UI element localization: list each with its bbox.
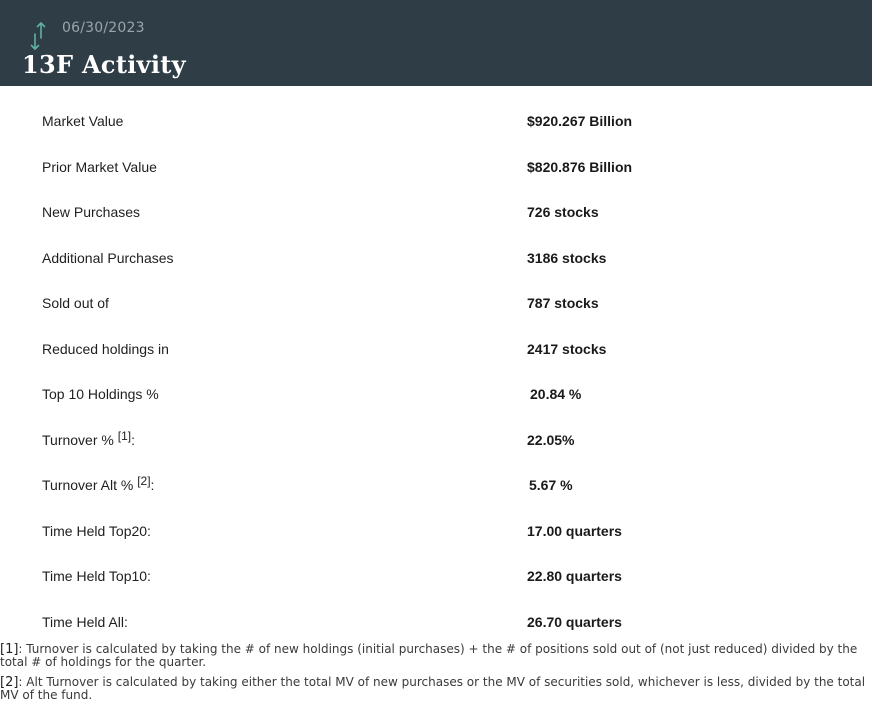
stat-label-time-held-all: Time Held All: <box>42 613 128 630</box>
stat-row <box>0 282 872 328</box>
stat-row <box>0 373 872 419</box>
stat-value-prior-market-value: $820.876 Billion <box>527 158 633 175</box>
stat-label-sold-out-of: Sold out of <box>42 295 109 311</box>
stat-label-additional-purchases: Additional Purchases <box>42 249 174 266</box>
stat-value-additional-purchases: 3186 stocks <box>527 249 607 266</box>
stat-row <box>0 419 872 465</box>
stat-label-top10-holdings: Top 10 Holdings % <box>42 386 159 402</box>
stat-row <box>0 555 872 601</box>
stat-value-new-purchases: 726 stocks <box>527 204 599 220</box>
stat-label-time-held-top20: Time Held Top20: <box>42 522 151 539</box>
stat-row <box>0 191 872 237</box>
stat-value-top10-holdings: 20.84 % <box>530 386 582 402</box>
report-date: 06/30/2023 <box>62 20 145 36</box>
header-bar <box>0 0 872 86</box>
footnote-ref-2: [2] <box>137 474 151 488</box>
stat-value-sold-out-of: 787 stocks <box>527 295 599 311</box>
stat-row <box>0 237 872 283</box>
stat-label-time-held-top10: Time Held Top10: <box>42 568 151 584</box>
stat-label-reduced-holdings: Reduced holdings in <box>42 340 169 357</box>
activity-table <box>0 100 872 646</box>
stat-value-turnover-alt: 5.67 % <box>529 477 573 493</box>
stat-value-market-value: $920.267 Billion <box>527 113 633 129</box>
stat-row <box>0 510 872 556</box>
footnotes <box>0 643 872 709</box>
stat-value-turnover: 22.05% <box>527 431 575 448</box>
stat-value-time-held-top20: 17.00 quarters <box>527 522 622 539</box>
stat-label-prior-market-value: Prior Market Value <box>42 158 157 175</box>
stat-row <box>0 100 872 146</box>
up-down-arrows-icon <box>28 20 48 52</box>
page-title: 13F Activity <box>22 50 186 79</box>
stat-row <box>0 464 872 510</box>
stat-row <box>0 601 872 647</box>
footnote-ref-1: [1] <box>117 428 132 443</box>
stat-value-time-held-top10: 22.80 quarters <box>527 568 622 584</box>
footnote-1: [1]: Turnover is calculated by taking the # of new holdings (initial purchases) + the # of positions sold out of (not just reduced) divided by the total # of holdings for the quarter. <box>0 642 858 669</box>
footnote-2: [2]: Alt Turnover is calculated by taking either the total MV of new purchases or the MV of securities sold, whichever is less, divided by the total MV of the fund. <box>0 675 866 702</box>
stat-label-new-purchases: New Purchases <box>42 204 141 220</box>
stat-label-market-value: Market Value <box>42 113 124 129</box>
stat-value-time-held-all: 26.70 quarters <box>527 613 622 630</box>
stat-row <box>0 328 872 374</box>
stat-label-turnover-alt: Turnover Alt % [2]: <box>42 474 155 493</box>
stat-row <box>0 146 872 192</box>
stat-label-turnover: Turnover % [1]: <box>42 428 135 448</box>
stat-value-reduced-holdings: 2417 stocks <box>527 340 607 357</box>
